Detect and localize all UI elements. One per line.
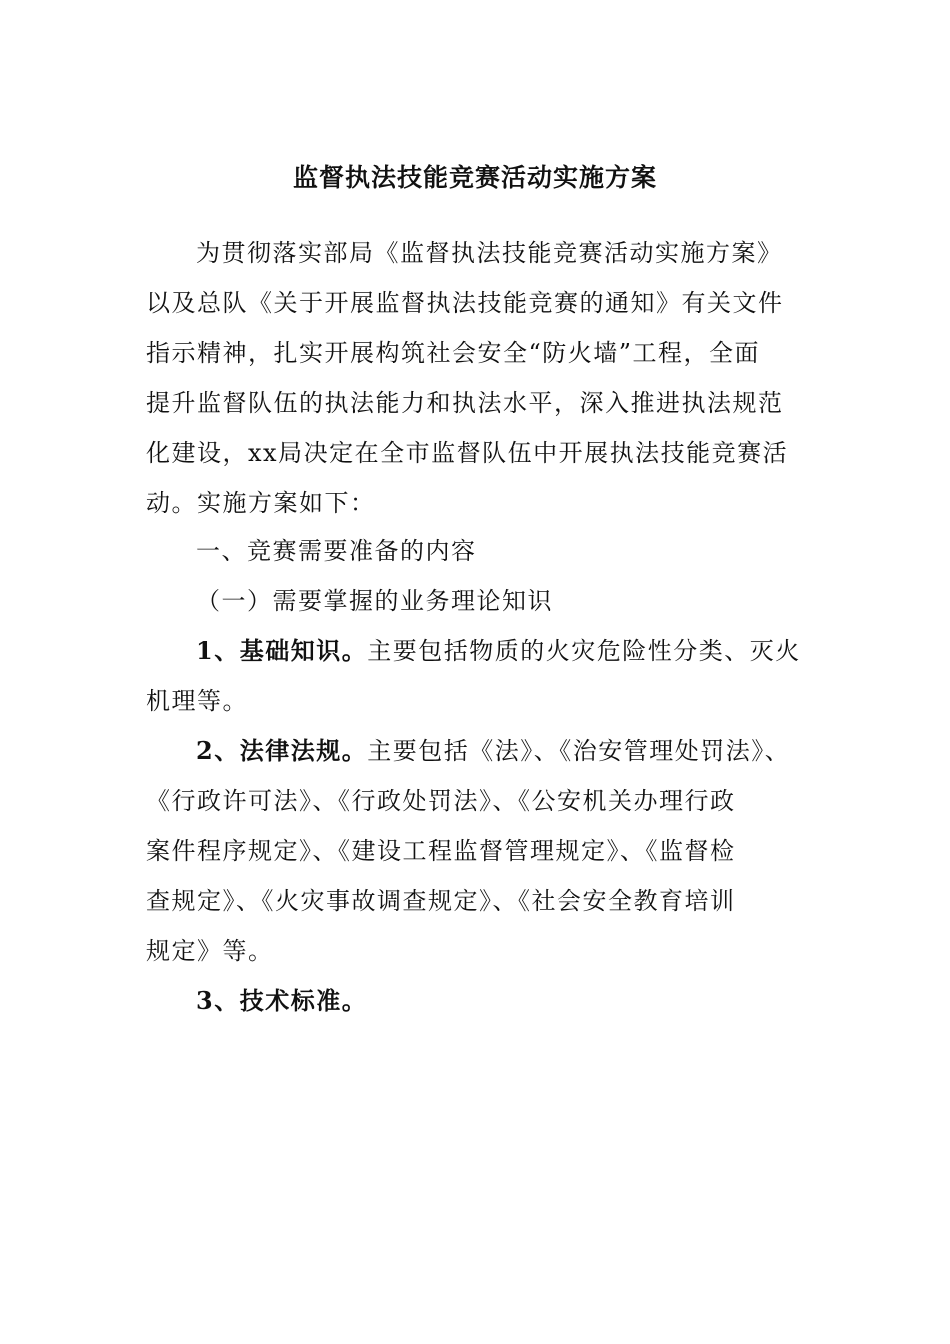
item-2-line-3: 案件程序规定》、《建设工程监督管理规定》、《监督检 — [146, 837, 736, 865]
item-1-line-1 — [196, 634, 801, 668]
item-1-label: 1、基础知识。 — [196, 636, 368, 665]
item-2-text: 主要包括《法》、《治安管理处罚法》、 — [367, 737, 791, 765]
intro-line-3: 指示精神，扎实开展构筑社会安全“防火墙”工程，全面 — [146, 339, 761, 367]
intro-line-2: 以及总队《关于开展监督执法技能竞赛的通知》有关文件 — [146, 289, 784, 317]
item-2-label: 2、法律法规。 — [196, 736, 368, 765]
item-1-text: 主要包括物质的火灾危险性分类、灭火 — [367, 637, 801, 665]
item-2-line-1 — [196, 734, 790, 768]
intro-line-4: 提升监督队伍的执法能力和执法水平，深入推进执法规范 — [146, 389, 784, 417]
item-3-label: 3、技术标准。 — [196, 986, 368, 1015]
item-2-line-4: 查规定》、《火灾事故调查规定》、《社会安全教育培训 — [146, 887, 736, 915]
section-1-heading: 一、竞赛需要准备的内容 — [196, 537, 477, 565]
intro-line-1: 为贯彻落实部局《监督执法技能竞赛活动实施方案》 — [196, 239, 783, 267]
item-1-line-2: 机理等。 — [146, 687, 248, 715]
subsection-1-heading: （一）需要掌握的业务理论知识 — [196, 587, 553, 615]
item-2-line-2: 《行政许可法》、《行政处罚法》、《公安机关办理行政 — [146, 787, 736, 815]
intro-line-5: 化建设，xx局决定在全市监督队伍中开展执法技能竞赛活 — [146, 439, 789, 467]
intro-line-6: 动。实施方案如下： — [146, 489, 376, 517]
item-2-line-5: 规定》等。 — [146, 937, 274, 965]
page-title: 监督执法技能竞赛活动实施方案 — [292, 163, 657, 192]
